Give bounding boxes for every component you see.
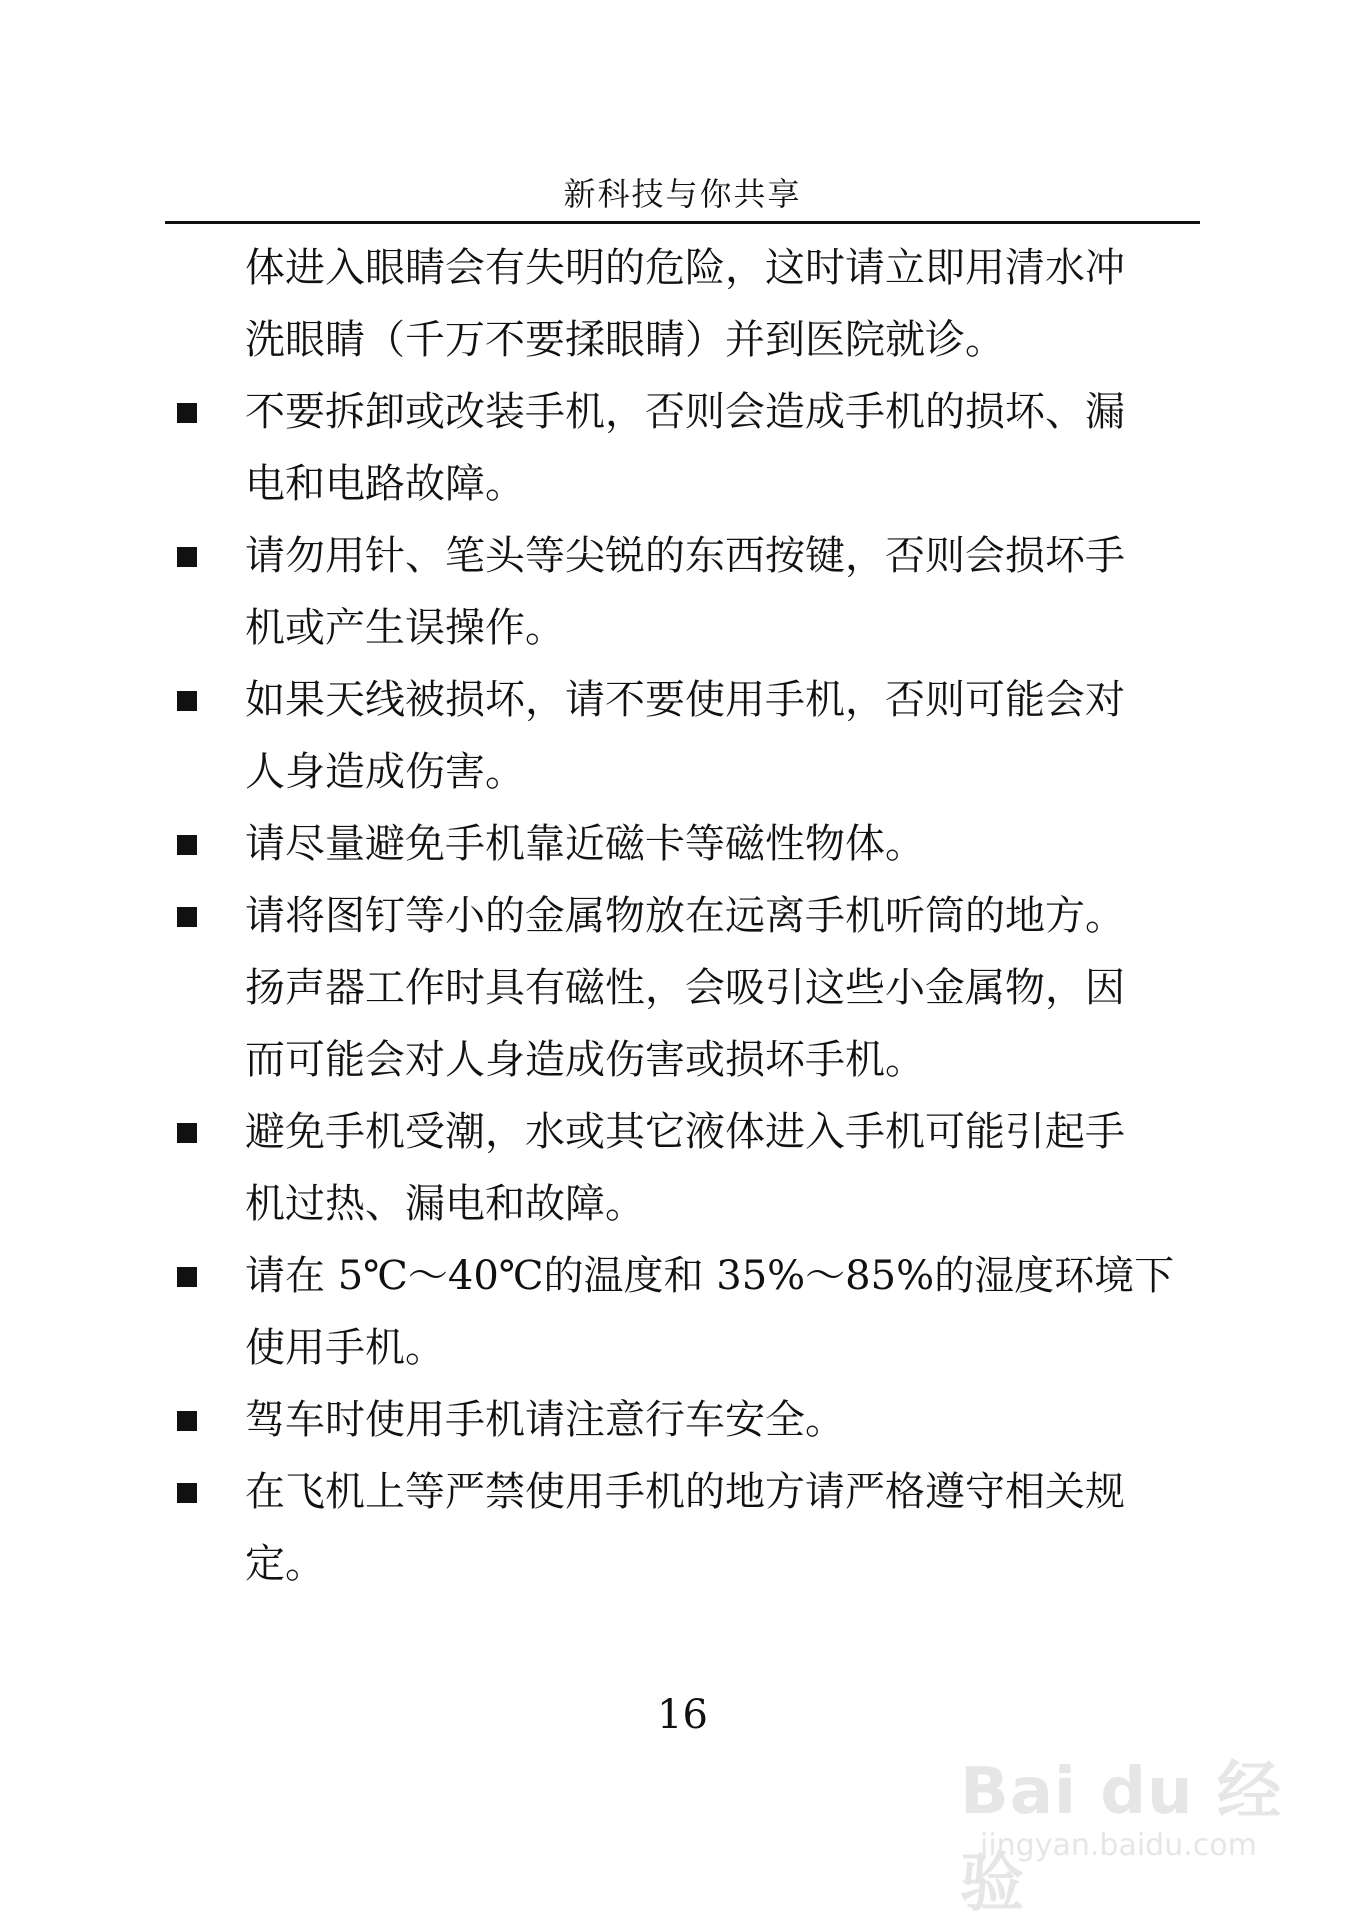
list-item-line: 避免手机受潮，水或其它液体进入手机可能引起手 — [245, 1109, 1125, 1155]
list-item-line: 请尽量避免手机靠近磁卡等磁性物体。 — [245, 821, 925, 867]
square-bullet-icon — [177, 1123, 197, 1143]
list-item-line: 如果天线被损坏，请不要使用手机，否则可能会对 — [245, 677, 1125, 723]
header-rule — [165, 221, 1200, 224]
square-bullet-icon — [177, 547, 197, 567]
list-item-line: 定。 — [245, 1541, 325, 1587]
list-item — [165, 1096, 1200, 1240]
square-bullet-icon — [177, 691, 197, 711]
list-item-line: 人身造成伤害。 — [245, 749, 525, 795]
list-item — [165, 880, 1200, 1096]
list-item-line: 机或产生误操作。 — [245, 605, 565, 651]
list-item — [165, 664, 1200, 808]
page-content — [165, 232, 1200, 1600]
list-item-line: 扬声器工作时具有磁性，会吸引这些小金属物，因 — [245, 965, 1125, 1011]
list-item — [165, 808, 1200, 880]
list-item — [165, 376, 1200, 520]
list-item-line: 在飞机上等严禁使用手机的地方请严格遵守相关规 — [245, 1469, 1125, 1515]
square-bullet-icon — [177, 907, 197, 927]
list-item-line: 不要拆卸或改装手机，否则会造成手机的损坏、漏 — [245, 389, 1125, 435]
square-bullet-icon — [177, 403, 197, 423]
square-bullet-icon — [177, 1483, 197, 1503]
continuation-line: 体进入眼睛会有失明的危险，这时请立即用清水冲 — [245, 245, 1125, 291]
list-item-line: 请勿用针、笔头等尖锐的东西按键，否则会损坏手 — [245, 533, 1125, 579]
list-item-line: 电和电路故障。 — [245, 461, 525, 507]
square-bullet-icon — [177, 1411, 197, 1431]
square-bullet-icon — [177, 835, 197, 855]
list-item-line: 请在 5℃～40℃的温度和 35%～85%的湿度环境下 — [245, 1253, 1175, 1299]
list-item — [165, 1240, 1200, 1384]
list-item-line: 请将图钉等小的金属物放在远离手机听筒的地方。 — [245, 893, 1125, 939]
list-item — [165, 1384, 1200, 1456]
page-number: 16 — [657, 1692, 708, 1738]
list-item-line: 使用手机。 — [245, 1325, 445, 1371]
list-item — [165, 520, 1200, 664]
continuation-line: 洗眼睛（千万不要揉眼睛）并到医院就诊。 — [245, 317, 1005, 363]
square-bullet-icon — [177, 1267, 197, 1287]
list-item-line: 机过热、漏电和故障。 — [245, 1181, 645, 1227]
baidu-jingyan-watermark — [960, 1718, 1300, 1921]
list-item-line: 驾车时使用手机请注意行车安全。 — [245, 1397, 845, 1443]
watermark-logo-text: Bai du 经验 — [960, 1755, 1282, 1921]
continuation-paragraph — [165, 232, 1200, 376]
list-item-line: 而可能会对人身造成伤害或损坏手机。 — [245, 1037, 925, 1083]
list-item — [165, 1456, 1200, 1600]
watermark-url: jingyan.baidu.com — [980, 1828, 1257, 1863]
page-header-title: 新科技与你共享 — [563, 175, 802, 213]
